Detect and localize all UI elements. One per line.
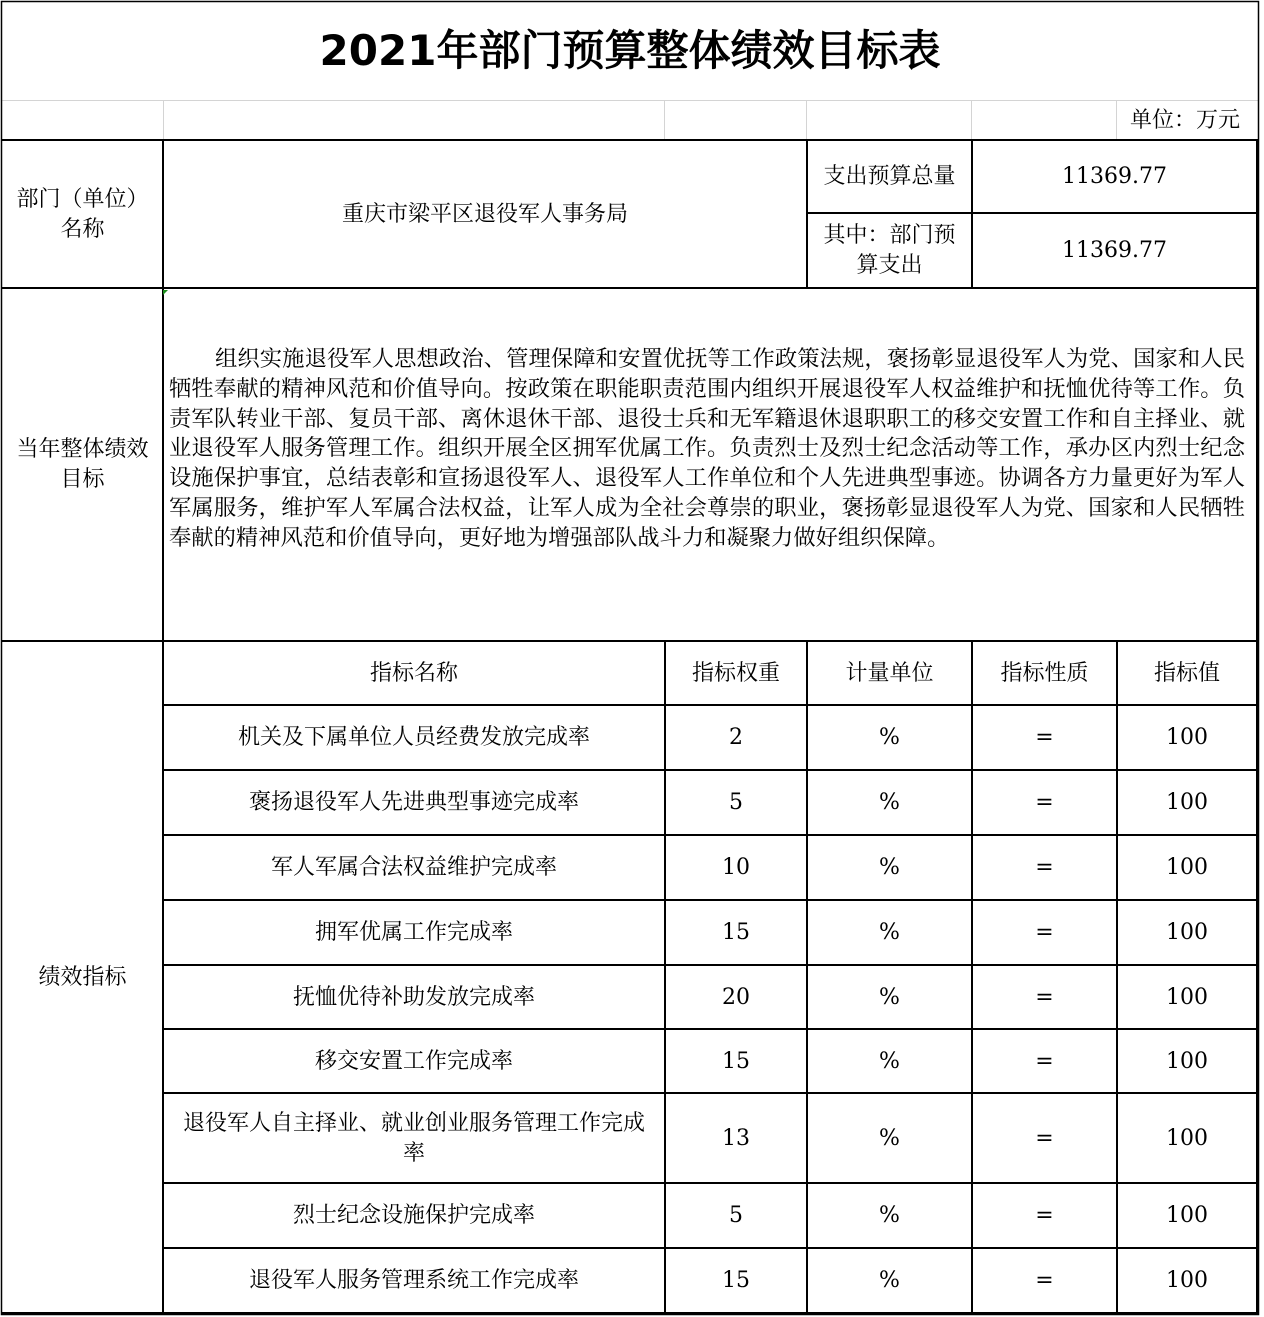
- indicator-value: 100: [1166, 725, 1208, 750]
- indicator-name: 移交安置工作完成率: [314, 1048, 513, 1074]
- indicator-weight: 15: [722, 1268, 750, 1293]
- indicator-weight: 20: [722, 984, 750, 1010]
- indicators-label: 绩效指标: [38, 964, 127, 990]
- indicator-unit: %: [879, 1203, 900, 1228]
- indicator-name: 抚恤优待补助发放完成率: [292, 984, 535, 1010]
- indicator-nature: =: [1035, 984, 1054, 1010]
- indicator-unit: %: [879, 1268, 900, 1293]
- indicator-nature: =: [1035, 920, 1054, 945]
- column-header-weight: 指标权重: [691, 660, 780, 686]
- indicator-nature: =: [1035, 1268, 1054, 1293]
- goal-label: 当年整体绩效目标: [16, 437, 149, 492]
- indicator-name: 军人军属合法权益维护完成率: [270, 855, 557, 880]
- indicator-unit: %: [879, 984, 900, 1010]
- indicator-value: 100: [1166, 984, 1208, 1010]
- indicator-nature: =: [1035, 725, 1054, 750]
- indicator-value: 100: [1166, 790, 1208, 815]
- indicator-unit: %: [879, 1125, 900, 1151]
- indicator-unit: %: [879, 1048, 900, 1074]
- indicator-unit: %: [879, 790, 900, 815]
- total-budget-label: 支出预算总量: [823, 164, 956, 189]
- indicator-unit: %: [879, 920, 900, 945]
- indicator-name: 褒扬退役军人先进典型事迹完成率: [248, 790, 579, 815]
- column-header-unit: 计量单位: [845, 660, 934, 686]
- indicator-name: 退役军人自主择业、就业创业服务管理工作完成率: [182, 1110, 645, 1166]
- total-budget-value: 11369.77: [1062, 164, 1167, 189]
- indicator-weight: 15: [722, 1048, 750, 1074]
- indicator-value: 100: [1166, 920, 1208, 945]
- dept-label: 部门（单位）名称: [16, 186, 149, 242]
- indicator-weight: 10: [722, 855, 750, 880]
- column-header-name: 指标名称: [369, 660, 458, 686]
- dept-budget-label: 其中：部门预算支出: [823, 222, 956, 278]
- indicator-weight: 13: [722, 1125, 750, 1151]
- indicator-name: 退役军人服务管理系统工作完成率: [248, 1268, 579, 1293]
- indicator-name: 烈士纪念设施保护完成率: [292, 1203, 535, 1228]
- indicator-value: 100: [1166, 1268, 1208, 1293]
- indicator-nature: =: [1035, 1125, 1054, 1151]
- indicator-name: 机关及下属单位人员经费发放完成率: [237, 725, 590, 750]
- dept-budget-value: 11369.77: [1062, 237, 1167, 263]
- indicator-weight: 15: [722, 920, 750, 945]
- indicator-nature: =: [1035, 1203, 1054, 1228]
- indicator-unit: %: [879, 725, 900, 750]
- indicator-weight: 5: [729, 1203, 743, 1228]
- indicator-value: 100: [1166, 1203, 1208, 1228]
- indicator-nature: =: [1035, 790, 1054, 815]
- page-title: 2021年部门预算整体绩效目标表: [319, 26, 941, 75]
- indicator-unit: %: [879, 855, 900, 880]
- indicator-weight: 5: [729, 790, 743, 815]
- indicator-name: 拥军优属工作完成率: [314, 920, 513, 945]
- indicator-nature: =: [1035, 855, 1054, 880]
- column-header-nature: 指标性质: [1000, 660, 1089, 686]
- goal-text: 组织实施退役军人思想政治、管理保障和安置优抚等工作政策法规，褒扬彰显退役军人为党、国家和人民牺牲奉献的精神风范和价值导向。按政策在职能职责范围内组织开展退役军人权益维护和抚恤优待等工作。负责军队转业干部、复员干部、离休退休干部、退役士兵和无军籍退休退职职工的移交安置工作和自主择业、就业退役军人服务管理工作。组织开展全区拥军优属工作。负责烈士及烈士纪念活动等工作，承办区内烈士纪念设施保护事宜，总结表彰和宣扬退役军人、退役军人工作单位和个人先进典型事迹。协调各方力量更好为军人军属服务，维护军人军属合法权益，让军人成为全社会尊崇的职业，褒扬彰显退役军人为党、国家和人民牺牲奉献的精神风范和价值导向，更好地为增强部队战斗力和凝聚力做好组织保障。: [169, 346, 1245, 551]
- indicator-nature: =: [1035, 1048, 1054, 1074]
- goal-text-cell: [163, 289, 1257, 641]
- indicator-value: 100: [1166, 1048, 1208, 1074]
- indicator-value: 100: [1166, 855, 1208, 880]
- column-header-value: 指标值: [1153, 660, 1220, 686]
- indicator-value: 100: [1166, 1125, 1208, 1151]
- indicator-weight: 2: [729, 725, 743, 750]
- dept-name: 重庆市梁平区退役军人事务局: [341, 201, 628, 227]
- unit-label: 单位：万元: [1129, 107, 1240, 133]
